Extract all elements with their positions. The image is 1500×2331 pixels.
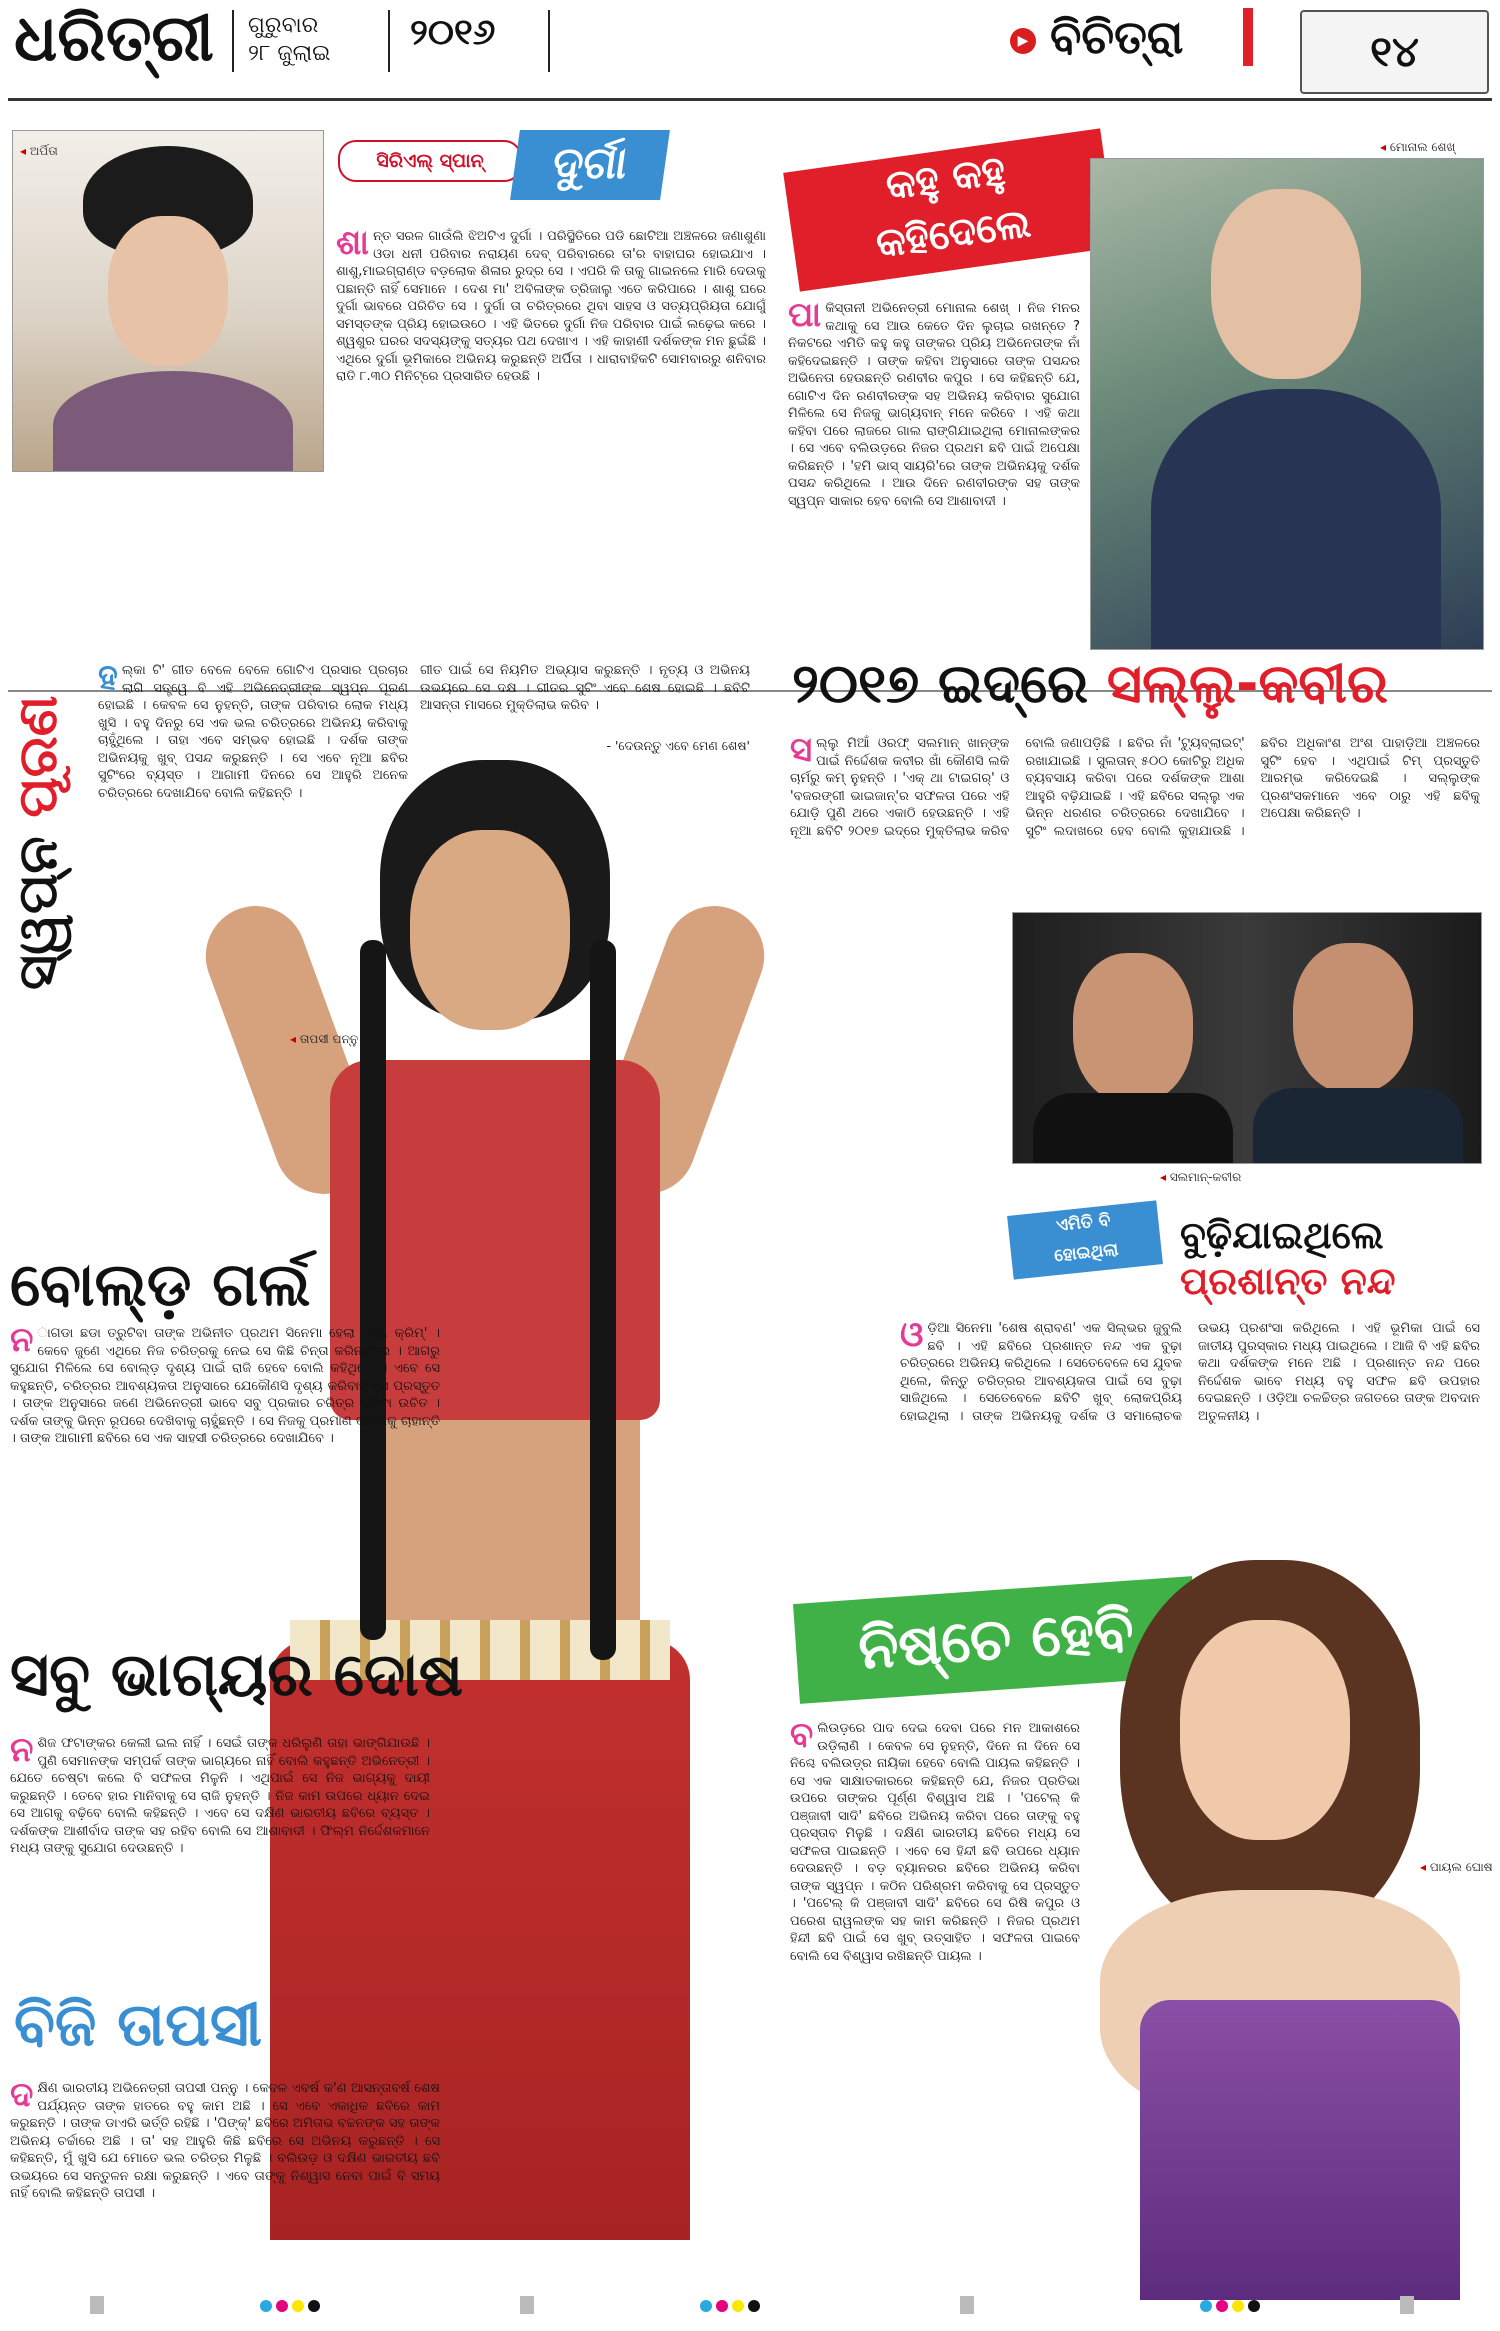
budi-tag-line1: ଏମିତି ବି (1055, 1210, 1112, 1236)
dream-title-line1: ସ୍ୱପ୍ନ (6, 836, 69, 990)
bhagya-body-text: ଶିଜ ଫଟାଙ୍କର କେଲୀ ଇଲ ନାହିଁ । ସେଇଁ ତାଙ୍କ ଧରିଲୁଣି ତାହା ଭାଙ୍ଗିଯାଉଛି । ପୁଣି ସେମାନଙ୍କ ସମ୍ପର୍କ ତାଙ୍କ ଭାଗ୍ୟରେ ନାହିଁ ବୋଲି କହୁଛନ୍ତି ଅଭିନେତ୍ରୀ । ଯେତେ ଚେଷ୍ଟା କଲେ ବି ସଫଳତା ମିଳୁନି । ଏଥିପାଇଁ ସେ ନିଜ ଭାଗ୍ୟକୁ ଦାୟୀ କରୁଛନ୍ତି । ତେବେ ହାର ମାନିବାକୁ ସେ ରାଜି ନୁହନ୍ତି । ନିଜ କାମ ଉପରେ ଧ୍ୟାନ ଦେଇ ସେ ଆଗକୁ ବଢ଼ିବେ ବୋଲି କହିଛନ୍ତି । ଏବେ ସେ ଦକ୍ଷିଣ ଭାରତୀୟ ଛବିରେ ବ୍ୟସ୍ତ । ଦର୍ଶକଙ୍କ ଆଶୀର୍ବାଦ ତାଙ୍କ ସହ ରହିବ ବୋଲି ସେ ଆଶାବାଦୀ । ଫିଲ୍ମ ନିର୍ଦ୍ଦେଶକମାନେ ମଧ୍ୟ ତାଙ୍କୁ ସୁଯୋଗ ଦେଉଛନ୍ତି । (10, 1736, 430, 1856)
durga-article-body (336, 228, 766, 668)
cmyk-dot-black (308, 2300, 320, 2312)
nishchet-title: ନିଷ୍ଚେ ହେବି (793, 1576, 1199, 1704)
budi-title-line1: ବୁଢ଼ିଯାଇଥିଲେ (1180, 1213, 1384, 1257)
registration-mark (1400, 2296, 1414, 2314)
masthead-divider (388, 10, 390, 72)
busy-title: ବିଜି ତାପସୀ (14, 1990, 263, 2060)
salman-dropcap: ସ (790, 735, 813, 770)
busy-article-body (10, 2080, 440, 2280)
kahu-actress-photo (1090, 158, 1484, 650)
bhagya-title: ସବୁ ଭାଗ୍ୟର ଦୋଷ (10, 1640, 464, 1710)
bold-title: ବୋଲ୍ଡ଼ ଗର୍ଲ (10, 1250, 311, 1320)
kahu-title-line1: କହୁ କହୁ (883, 147, 1009, 210)
newspaper-logo: ଧରିତ୍ରୀ (14, 2, 214, 76)
kahu-photo-credit: ◂ ମୋନାଲ ଶେଖ୍ (1380, 140, 1455, 155)
salman-headline-a: ୨୦୧୭ ଇଦ୍‌ରେ (792, 652, 1089, 715)
kahu-article-body (788, 300, 1080, 680)
face-shape (108, 216, 228, 366)
body-shape (1033, 1093, 1233, 1164)
budi-body-text: ଡ଼ିଆ ସିନେମା 'ଶେଷ ଶ୍ରାବଣ' ଏକ ସିଲ୍‌ଭର ଜୁବୁଲି ଛବି । ଏହି ଛବିରେ ପ୍ରଶାନ୍ତ ନନ୍ଦ ଏକ ବୁଢ଼ା ଚରିତ୍ରରେ ଅଭିନୟ କରିଥିଲେ । ସେତେବେଳେ ସେ ଯୁବକ ଥିଲେ, କିନ୍ତୁ ଚରିତ୍ରର ଆବଶ୍ୟକତା ପାଇଁ ସେ ବୁଢ଼ା ସାଜିଥିଲେ । ସେତେବେଳେ ଛବିଟି ଖୁବ୍ ଲୋକପ୍ରିୟ ହୋଇଥିଲା । ତାଙ୍କ ଅଭିନୟକୁ ଦର୍ଶକ ଓ ସମାଲୋଚକ ଉଭୟ ପ୍ରଶଂସା କରିଥିଲେ । ଏହି ଭୂମିକା ପାଇଁ ସେ ଜାତୀୟ ପୁରସ୍କାର ମଧ୍ୟ ପାଇଥିଲେ । ଆଜି ବି ଏହି ଛବିର କଥା ଦର୍ଶକଙ୍କ ମନେ ଅଛି । ପ୍ରଶାନ୍ତ ନନ୍ଦ ପରେ ନିର୍ଦ୍ଦେଶକ ଭାବେ ମଧ୍ୟ ବହୁ ସଫଳ ଛବି ଉପହାର ଦେଇଛନ୍ତି । ଓଡ଼ିଆ ଚଳଚ୍ଚିତ୍ର ଜଗତରେ ତାଙ୍କ ଅବଦାନ ଅତୁଳନୀୟ । (900, 1321, 1480, 1424)
face-shape (1211, 189, 1361, 379)
bold-dropcap: ନ (10, 1325, 34, 1360)
busy-body-text: କ୍ଷିଣ ଭାରତୀୟ ଅଭିନେତ୍ରୀ ତାପସୀ ପନ୍ନୁ । କେବଳ ଏବର୍ଷ କ'ଣ ଆସନ୍ତାବର୍ଷ ଶେଷ ପର୍ଯ୍ୟନ୍ତ ତାଙ୍କ ହାତରେ ବହୁ କାମ ଅଛି । ସେ ଏବେ ଏକାଧିକ ଛବିରେ କାମ କରୁଛନ୍ତି । ତାଙ୍କ ଡାଏରି ଭର୍ତ୍ତି ରହିଛି । 'ପିଙ୍କ୍' ଛବିରେ ଅମିତାଭ ବଚ୍ଚନଙ୍କ ସହ ତାଙ୍କ ଅଭିନୟ ଚର୍ଚ୍ଚାରେ ଅଛି । ତା' ସହ ଆହୁରି କିଛି ଛବିରେ ସେ ଅଭିନୟ କରୁଛନ୍ତି । ସେ କହିଛନ୍ତି, ମୁଁ ଖୁସି ଯେ ମୋତେ ଭଲ ଚରିତ୍ର ମିଳୁଛି । ବଲିଉଡ଼ ଓ ଦକ୍ଷିଣ ଭାରତୀୟ ଛବି ଉଭୟରେ ସେ ସନ୍ତୁଳନ ରକ୍ଷା କରୁଛନ୍ତି । ଏବେ ତାଙ୍କୁ ନିଶ୍ୱାସ ନେବା ପାଇଁ ବି ସମୟ ନାହିଁ ବୋଲି କହିଛନ୍ତି ତାପସୀ । (10, 2081, 440, 2201)
registration-mark (90, 2296, 104, 2314)
bhagya-dropcap: ନ (10, 1735, 34, 1770)
dress-shape (53, 371, 293, 472)
registration-mark (520, 2296, 534, 2314)
face-shape (1180, 1620, 1350, 1840)
cmyk-dot-magenta (716, 2300, 728, 2312)
durga-actress-photo (12, 130, 324, 472)
dream-title (6, 695, 70, 990)
durga-body-text: ନ୍ତ ସରଳ ଗାଉଁଲି ଝିଅଟିଏ ଦୁର୍ଗା । ପରିସ୍ଥିତିରେ ପଡି ଛୋଟିଆ ଅଞ୍ଚଳରେ ଜଣାଶୁଣା ଓଡା ଧନୀ ପରିବାର ନରାୟଣ ଦେବ୍ ପରିବାରରେ ତା'ର ବାହାଘର ହୋଇଯାଏ । ଶାଶୁ,ମାଇଗ୍ରାଣ୍ଡ ବଡ଼ଲୋକ ଶିଳାର ରୁଦ୍ର ସେ । ଏପରି କି ତାକୁ ଗାଇନଲେ ମାରି ଦେଉକୁ ପଛାନ୍ତି ନାହିଁ ସେମାନେ । ଦେଶ ମା' ଅବିଳାଙ୍କ ତ୍ରିଜାଲୁ ଏତେ କରିପାରେ । ଶାଶୁ ଘରେ ଦୁର୍ଗା ଭାବରେ ପରିଚିତ ସେ । ଦୁର୍ଗା ତା ଚରିତ୍ରରେ ଥିବା ସାହସ ଓ ସତ୍ୟପ୍ରିୟତା ଯୋଗୁଁ ସମସ୍ତଙ୍କ ପ୍ରିୟ ହୋଇଉଠେ । ଏହି ଭିତରେ ଦୁର୍ଗା ନିଜ ପରିବାର ପାଇଁ ଲଢ଼େଇ କରେ । ଶ୍ୱଶୁର ଘରର ସଦସ୍ୟଙ୍କୁ ସତ୍ୟର ପଥ ଦେଖାଏ । ଏହି କାହାଣୀ ଦର୍ଶକଙ୍କ ମନ ଛୁଇଁଛି । ଏଥିରେ ଦୁର୍ଗା ଭୂମିକାରେ ଅଭିନୟ କରୁଛନ୍ତି ଅର୍ପିତା । ଧାରାବାହିକଟି ସୋମବାରରୁ ଶନିବାର ରାତି ୮.୩୦ ମିନିଟ୍‌ରେ ପ୍ରସାରିତ ହେଉଛି । (336, 229, 766, 384)
budi-tag-line2: ହୋଇଥିଲା (1053, 1239, 1120, 1267)
dress-shape (1151, 389, 1441, 650)
cmyk-dot-cyan (700, 2300, 712, 2312)
nishchet-article-body (790, 1720, 1080, 2280)
play-icon: ▶ (1010, 28, 1036, 54)
masthead (0, 0, 1500, 95)
bhagya-article-body (10, 1735, 430, 1985)
budi-tag (1007, 1200, 1163, 1279)
kahu-dropcap: ପା (788, 300, 822, 335)
cmyk-dot-cyan (1200, 2300, 1212, 2312)
page-number: ୧୪ (1300, 10, 1489, 94)
durga-photo-credit: ◂ ଅର୍ପିତା (20, 144, 58, 159)
dream-title-line2: ପୂରଣ (6, 695, 69, 818)
face-shape (410, 830, 570, 1030)
face-shape (1073, 953, 1193, 1103)
masthead-date-block (248, 12, 330, 68)
dream-signature: - 'ଦେଉନ୍ତୁ ଏବେ ମେଣ ଶେଷ' (606, 738, 750, 753)
dream-dropcap: ହ (98, 662, 118, 697)
kahu-title-banner (783, 128, 1117, 291)
busy-dropcap: ଦ (10, 2080, 34, 2115)
salman-headline (792, 652, 1388, 716)
nishchet-body-text: ଲିଉଡ଼ରେ ପାଦ ଦେଇ ଦେବା ପରେ ମନ ଆକାଶରେ ଉଡ଼ିଲାଣି । କେବଳ ସେ ନୁହନ୍ତି, ଦିନେ ନା ଦିନେ ସେ ନିଶ୍ଚେ ବଲିଉଡ଼୍‌ର ନାୟିକା ହେବେ ବୋଲି ପାୟଲ କହିଛନ୍ତି । ସେ ଏକ ସାକ୍ଷାତକାରରେ କହିଛନ୍ତି ଯେ, ନିଜର ପ୍ରତିଭା ଉପରେ ତାଙ୍କର ପୂର୍ଣ୍ଣ ବିଶ୍ୱାସ ଅଛି । 'ପଟେଲ୍ କି ପଞ୍ଜାବୀ ସାଦି' ଛବିରେ ଅଭିନୟ କରିବା ପରେ ତାଙ୍କୁ ବହୁ ପ୍ରସ୍ତାବ ମିଳୁଛି । ଦକ୍ଷିଣ ଭାରତୀୟ ଛବିରେ ମଧ୍ୟ ସେ ସଫଳତା ପାଇଛନ୍ତି । ଏବେ ସେ ହିନ୍ଦୀ ଛବି ଉପରେ ଧ୍ୟାନ ଦେଉଛନ୍ତି । ବଡ଼ ବ୍ୟାନରର ଛବିରେ ଅଭିନୟ କରିବା ତାଙ୍କ ସ୍ୱପ୍ନ । କଠିନ ପରିଶ୍ରମ କରିବାକୁ ସେ ପ୍ରସ୍ତୁତ । 'ପଟେଲ୍ କି ପଞ୍ଜାବୀ ସାଦି' ଛବିରେ ସେ ରିଷି କପୁର ଓ ପରେଶ ରାୱଲଙ୍କ ସହ କାମ କରିଛନ୍ତି । ନିଜର ପ୍ରଥମ ହିନ୍ଦୀ ଛବି ପାଇଁ ସେ ଖୁବ୍ ଉତ୍ସାହିତ । ସଫଳତା ପାଇବେ ବୋଲି ସେ ବିଶ୍ୱାସ ରଖିଛନ୍ତି ପାୟଲ । (790, 1721, 1080, 1964)
salman-kabir-photo (1012, 912, 1482, 1164)
header-rule (8, 98, 1492, 101)
registration-mark (960, 2296, 974, 2314)
salman-article-body (790, 735, 1480, 915)
nishchet-photo-credit: ◂ ପାୟଲ ଘୋଷ (1420, 1860, 1493, 1875)
body-shape (1253, 1088, 1463, 1164)
cmyk-dot-yellow (292, 2300, 304, 2312)
cmyk-dot-black (748, 2300, 760, 2312)
masthead-year: ୨୦୧୬ (410, 12, 496, 53)
budi-title (1180, 1212, 1396, 1304)
dream-body-text-2: ଗୀତ ପାଇଁ ସେ ନିୟମିତ ଅଭ୍ୟାସ କରୁଛନ୍ତି । ନୃତ୍ୟ ଓ ଅଭିନୟ ଉଭୟରେ ସେ ଦକ୍ଷ । ଗୀତର ସୁଟିଂ ଏବେ ଶେଷ ହୋଇଛି । ଛବିଟି ଆସନ୍ତା ମାସରେ ମୁକ୍ତିଲାଭ କରିବ । (420, 663, 750, 713)
hero-photo-credit: ◂ ତାପସୀ ପନ୍ନୁ (290, 1032, 358, 1047)
salman-body-text: ଲ୍ଲୁ ମିଆଁ ଓରଫ୍ ସଲମାନ୍ ଖାନ୍ଙ୍କ ପାଇଁ ନିର୍ଦ୍ଦେଶକ କବୀର ଖାଁ କୌଣସି ଲକି ଚାର୍ମରୁ କମ୍ ନୁହନ୍ତି । 'ଏକ୍ ଥା ଟାଇଗର୍' ଓ 'ବଜରଙ୍ଗୀ ଭାଇଜାନ୍'ର ସଫଳତା ପରେ ଏହି ଯୋଡ଼ି ପୁଣି ଥରେ ଏକାଠି ହେଉଛନ୍ତି । ଏହି ନୂଆ ଛବିଟି ୨୦୧୭ ଇଦ୍‌ରେ ମୁକ୍ତିଲାଭ କରିବ ବୋଲି ଜଣାପଡ଼ିଛି । ଛବିର ନାଁ 'ଟ୍ୟୁବ୍‌ଲାଇଟ୍' ରଖାଯାଇଛି । ସୁଲତାନ୍ ୫୦୦ କୋଟିରୁ ଅଧିକ ବ୍ୟବସାୟ କରିବା ପରେ ଦର୍ଶକଙ୍କ ଆଶା ଆହୁରି ବଢ଼ିଯାଇଛି । ଏହି ଛବିରେ ସଲ୍ଲୁ ଏକ ଭିନ୍ନ ଧରଣର ଚରିତ୍ରରେ ଦେଖାଯିବେ । ସୁଟିଂ ଲଦାଖରେ ହେବ ବୋଲି କୁହାଯାଉଛି । ଛବିର ଅଧିକାଂଶ ଅଂଶ ପାହାଡ଼ିଆ ଅଞ୍ଚଳରେ ସୁଟିଂ ହେବ । ଏଥିପାଇଁ ଟିମ୍ ପ୍ରସ୍ତୁତି ଆରମ୍ଭ କରିଦେଇଛି । ସଲ୍ଲୁଙ୍କ ପ୍ରଶଂସକମାନେ ଏବେ ଠାରୁ ଏହି ଛବିକୁ ଅପେକ୍ଷା କରିଛନ୍ତି । (790, 736, 1480, 839)
salman-headline-b: ସଲ୍ଲୁ-କବୀର (1106, 652, 1388, 715)
masthead-day: ଗୁରୁବାର (248, 13, 319, 38)
salman-photo-credit: ◂ ସଲମାନ୍-କବୀର (1160, 1170, 1241, 1185)
durga-dropcap: ଶା (336, 228, 370, 263)
masthead-divider (232, 10, 234, 72)
cmyk-dot-magenta (276, 2300, 288, 2312)
masthead-date: ୨୮ ଜୁଲାଇ (248, 41, 331, 66)
braid-shape (590, 940, 616, 1660)
bold-body-text: ାଗଡା ଛଡା ତ୍ରୁଟିବା ତାଙ୍କ ଅଭିନୀତ ପ୍ରଥମ ସିନେମା ହେଲା 'ଏମ୍. କ୍ରିମ୍' । କେବେ ଜୁଣେ ଏଥିରେ ନିଜ ଚରିତ୍ରକୁ ନେଇ ସେ କିଛି ଚିନ୍ତା କରିନଥିଲେ । ଆଗରୁ ସୁଯୋଗ ମିଳିଲେ ସେ ବୋଲ୍ଡ଼ ଦୃଶ୍ୟ ପାଇଁ ରାଜି ହେବେ ବୋଲି କହିଥିଲେ । ଏବେ ସେ କହୁଛନ୍ତି, ଚରିତ୍ରର ଆବଶ୍ୟକତା ଅନୁସାରେ ଯେକୌଣସି ଦୃଶ୍ୟ କରିବାକୁ ସେ ପ୍ରସ୍ତୁତ । ତାଙ୍କ ଅନୁସାରେ ଜଣେ ଅଭିନେତ୍ରୀ ଭାବେ ସବୁ ପ୍ରକାର ଚରିତ୍ର କରିବା ଉଚିତ । ଦର୍ଶକ ତାଙ୍କୁ ଭିନ୍ନ ରୂପରେ ଦେଖିବାକୁ ଚାହୁଁଛନ୍ତି । ସେ ନିଜକୁ ପ୍ରମାଣ କରିବାକୁ ଚାହାନ୍ତି । ତାଙ୍କ ଆଗାମୀ ଛବିରେ ସେ ଏକ ସାହସୀ ଚରିତ୍ରରେ ଦେଖାଯିବେ । (10, 1326, 440, 1446)
masthead-divider (548, 10, 550, 72)
cmyk-dot-magenta (1216, 2300, 1228, 2312)
nishchet-actress-photo (1050, 1560, 1490, 2280)
budi-title-line2: ପ୍ରଶାନ୍ତ ନନ୍ଦ (1180, 1259, 1396, 1303)
cmyk-dot-black (1248, 2300, 1260, 2312)
budi-article-body (900, 1320, 1480, 1550)
face-shape (1293, 943, 1413, 1093)
dream-body-text: ଲ୍କା ଟି' ଗୀତ ବେଳେ ବେଳେ ଗୋଟିଏ ପ୍ରସାର ପ୍ରଚାର ଲାଗି ସତ୍ତ୍ୱେ ବି ଏହି ଅଭିନେତ୍ରୀଙ୍କ ସ୍ୱପ୍ନ ପୂରଣ ହୋଇଛି । କେବଳ ସେ ନୁହନ୍ତି, ତାଙ୍କ ପରିବାର ଲୋକ ମଧ୍ୟ ଖୁସି । ବହୁ ଦିନରୁ ସେ ଏକ ଭଲ ଚରିତ୍ରରେ ଅଭିନୟ କରିବାକୁ ଚାହୁଁଥିଲେ । ତାହା ଏବେ ସମ୍ଭବ ହୋଇଛି । ଦର୍ଶକ ତାଙ୍କ ଅଭିନୟକୁ ଖୁବ୍ ପସନ୍ଦ କରୁଛନ୍ତି । ସେ ଏବେ ନୂଆ ଛବିର ସୁଟିଂରେ ବ୍ୟସ୍ତ । ଆଗାମୀ ଦିନରେ ସେ ଆହୁରି ଅନେକ ଚରିତ୍ରରେ ଦେଖାଯିବେ ବୋଲି କହିଛନ୍ତି । (98, 663, 408, 801)
durga-title: ଦୁର୍ଗା (510, 130, 670, 200)
nishchet-dropcap: ବ (790, 1720, 814, 1755)
cmyk-dot-yellow (1232, 2300, 1244, 2312)
dress-shape (1140, 2000, 1460, 2300)
budi-dropcap: ଓ (900, 1320, 924, 1355)
durga-tag: ସିରିଏଲ୍ ସ୍ପାନ୍ (338, 140, 522, 182)
kahu-body-text: କିସ୍ତାନୀ ଅଭିନେତ୍ରୀ ମୋନାଲ ଶେଖ୍ । ନିଜ ମନର କଥାକୁ ସେ ଆଉ କେତେ ଦିନ ଲୁଚାଇ ରଖନ୍ତେ ? ନିକଟରେ ଏମିତି କହୁ କହୁ ତାଙ୍କର ପ୍ରିୟ ଅଭିନେତାଙ୍କ ନାଁ କହିଦେଇଛନ୍ତି । ତାଙ୍କ କହିବା ଅନୁସାରେ ତାଙ୍କ ପସନ୍ଦର ଅଭିନେତା ହେଉଛନ୍ତି ରଣବୀର କପୁର । ସେ କହିଛନ୍ତି ଯେ, ଗୋଟିଏ ଦିନ ରଣବୀରଙ୍କ ସହ ଅଭିନୟ କରିବାର ସୁଯୋଗ ମିଳିଲେ ସେ ନିଜକୁ ଭାଗ୍ୟବାନ୍ ମନେ କରିବେ । ଏହି କଥା କହିବା ପରେ ଲାଜରେ ଗାଲ ରାଙ୍ଗିଯାଇଥିଲା ମୋନାଲଙ୍କର । ସେ ଏବେ ବଲିଉଡ଼ରେ ନିଜର ପ୍ରଥମ ଛବି ପାଇଁ ଅପେକ୍ଷା କରିଛନ୍ତି । 'ହମି ଭାସ୍ ସାୟରି'ରେ ତାଙ୍କ ଅଭିନୟକୁ ଦର୍ଶକ ପସନ୍ଦ କରିଥିଲେ । ଆଉ ଦିନେ ରଣବୀରଙ୍କ ସହ ତାଙ୍କ ସ୍ୱପ୍ନ ସାକାର ହେବ ବୋଲି ସେ ଆଶାବାଦୀ । (788, 301, 1080, 509)
kahu-title-line2: କହିଦେଲେ (873, 200, 1034, 268)
section-name: ବିଚିତ୍ରା (1050, 10, 1184, 64)
section-accent-bar (1243, 8, 1253, 66)
bold-article-body (10, 1325, 440, 1580)
cmyk-dot-yellow (732, 2300, 744, 2312)
cmyk-dot-cyan (260, 2300, 272, 2312)
